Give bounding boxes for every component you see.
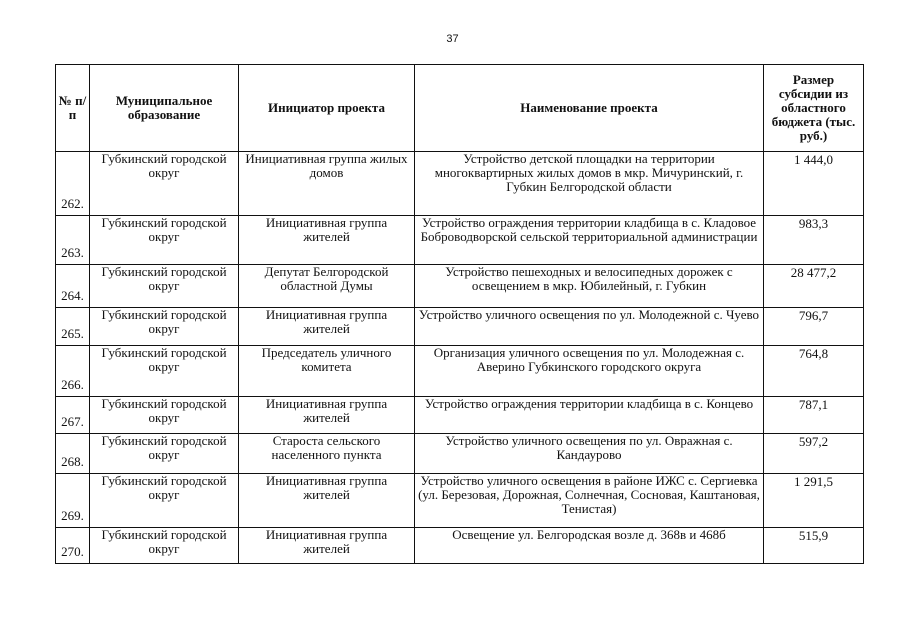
- row-subsidy: 787,1: [764, 397, 864, 434]
- row-initiator: Инициативная группа жителей: [239, 216, 415, 265]
- row-num: 266.: [56, 346, 90, 397]
- row-num: 265.: [56, 308, 90, 346]
- row-project: Устройство уличного освещения по ул. Молодежной с. Чуево: [415, 308, 764, 346]
- table-row: [56, 308, 864, 346]
- row-initiator: Инициативная группа жителей: [239, 397, 415, 434]
- table-row: [56, 434, 864, 474]
- row-municipality: Губкинский городской округ: [90, 308, 239, 346]
- row-num: 267.: [56, 397, 90, 434]
- table-row: [56, 216, 864, 265]
- table-row: [56, 346, 864, 397]
- row-num: 264.: [56, 265, 90, 308]
- projects-table: [55, 64, 864, 564]
- row-municipality: Губкинский городской округ: [90, 152, 239, 216]
- row-project: Устройство уличного освещения в районе ИЖС с. Сергиевка (ул. Березовая, Дорожная, Солнечная, Сосновая, Каштановая, Тенистая): [415, 474, 764, 528]
- row-project: Устройство ограждения территории кладбища в с. Концево: [415, 397, 764, 434]
- row-initiator: Депутат Белгородской областной Думы: [239, 265, 415, 308]
- header-initiator: Инициатор проекта: [239, 65, 415, 152]
- row-project: Организация уличного освещения по ул. Молодежная с. Аверино Губкинского городского округа: [415, 346, 764, 397]
- row-subsidy: 764,8: [764, 346, 864, 397]
- row-municipality: Губкинский городской округ: [90, 346, 239, 397]
- row-subsidy: 515,9: [764, 528, 864, 564]
- row-initiator: Инициативная группа жителей: [239, 474, 415, 528]
- row-initiator: Председатель уличного комитета: [239, 346, 415, 397]
- table-row: [56, 474, 864, 528]
- table-header-row: [56, 65, 864, 152]
- row-project: Устройство пешеходных и велосипедных дорожек с освещением в мкр. Юбилейный, г. Губкин: [415, 265, 764, 308]
- row-subsidy: 983,3: [764, 216, 864, 265]
- row-municipality: Губкинский городской округ: [90, 216, 239, 265]
- row-project: Устройство уличного освещения по ул. Овражная с. Кандаурово: [415, 434, 764, 474]
- row-num: 263.: [56, 216, 90, 265]
- row-subsidy: 1 291,5: [764, 474, 864, 528]
- row-num: 268.: [56, 434, 90, 474]
- header-municipality: Муниципальное образование: [90, 65, 239, 152]
- row-initiator: Инициативная группа жителей: [239, 308, 415, 346]
- row-project: Устройство ограждения территории кладбища в с. Кладовое Боброводворской сельской территориальной администрации: [415, 216, 764, 265]
- row-initiator: Инициативная группа жилых домов: [239, 152, 415, 216]
- row-subsidy: 1 444,0: [764, 152, 864, 216]
- row-subsidy: 597,2: [764, 434, 864, 474]
- row-municipality: Губкинский городской округ: [90, 528, 239, 564]
- row-num: 270.: [56, 528, 90, 564]
- table-row: [56, 152, 864, 216]
- header-num: № п/п: [56, 65, 90, 152]
- row-municipality: Губкинский городской округ: [90, 397, 239, 434]
- row-municipality: Губкинский городской округ: [90, 474, 239, 528]
- row-municipality: Губкинский городской округ: [90, 265, 239, 308]
- row-project: Освещение ул. Белгородская возле д. 368в и 468б: [415, 528, 764, 564]
- table-row: [56, 265, 864, 308]
- header-project: Наименование проекта: [415, 65, 764, 152]
- row-initiator: Инициативная группа жителей: [239, 528, 415, 564]
- row-subsidy: 796,7: [764, 308, 864, 346]
- row-subsidy: 28 477,2: [764, 265, 864, 308]
- table-row: [56, 528, 864, 564]
- row-municipality: Губкинский городской округ: [90, 434, 239, 474]
- row-num: 269.: [56, 474, 90, 528]
- page-number: 37: [446, 33, 459, 45]
- row-num: 262.: [56, 152, 90, 216]
- row-initiator: Староста сельского населенного пункта: [239, 434, 415, 474]
- row-project: Устройство детской площадки на территории многоквартирных жилых домов в мкр. Мичуринский, г. Губкин Белгородской области: [415, 152, 764, 216]
- header-subsidy: Размер субсидии из областного бюджета (тыс. руб.): [764, 65, 864, 152]
- table-row: [56, 397, 864, 434]
